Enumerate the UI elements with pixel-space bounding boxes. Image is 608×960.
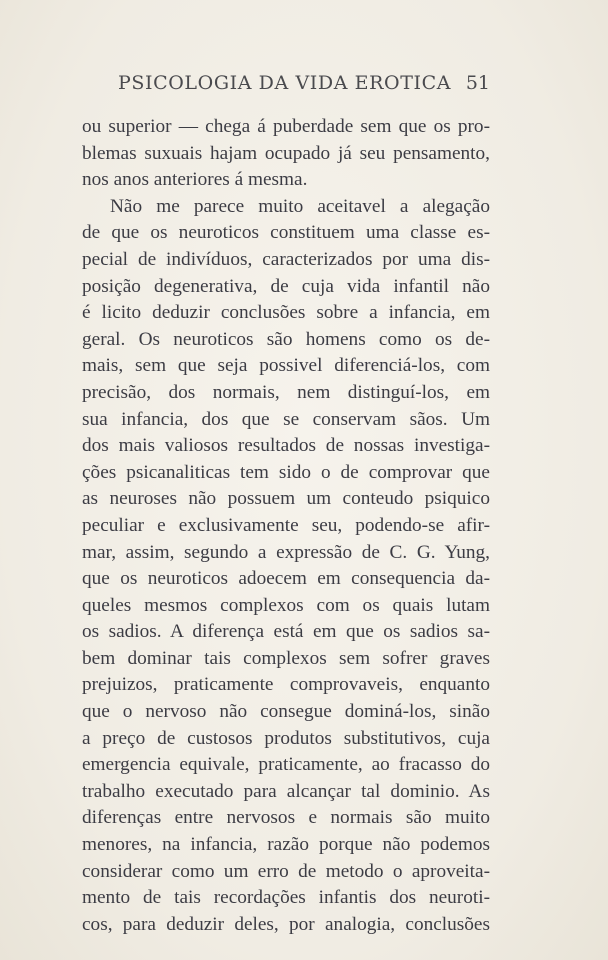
- text-line: cos, para deduzir deles, por analogia, conclusões: [82, 913, 490, 935]
- page-number: 51: [465, 72, 490, 94]
- body-text: [82, 114, 490, 938]
- text-line: diferenças entre nervosos e normais são muito: [82, 807, 490, 829]
- text-line: mento de tais recordações infantis dos neuroti-: [82, 887, 490, 909]
- text-line: posição degenerativa, de cuja vida infantil não: [82, 275, 490, 297]
- text-line: dos mais valiosos resultados de nossas investiga-: [82, 435, 490, 457]
- text-line: mais, sem que seja possivel diferenciá-los, com: [82, 355, 490, 377]
- text-line: é licito deduzir conclusões sobre a infancia, em: [82, 302, 490, 324]
- text-line: geral. Os neuroticos são homens como os de-: [82, 328, 490, 350]
- text-line: considerar como um erro de metodo o aproveita-: [82, 860, 490, 882]
- text-line: blemas suxuais hajam ocupado já seu pensamento,: [82, 142, 490, 164]
- page-header: [118, 72, 490, 100]
- text-line: emergencia equivale, praticamente, ao fracasso do: [82, 754, 490, 776]
- text-line: pecial de indivíduos, caracterizados por uma dis-: [82, 248, 490, 270]
- text-line: as neuroses não possuem um conteudo psiquico: [82, 488, 490, 510]
- text-line: peculiar e exclusivamente seu, podendo-se afir-: [82, 514, 490, 536]
- text-line: ou superior — chega á puberdade sem que os pro-: [82, 116, 490, 137]
- text-line: nos anos anteriores á mesma.: [82, 169, 308, 191]
- text-line: prejuizos, praticamente comprovaveis, enquanto: [82, 674, 490, 696]
- text-line: os sadios. A diferença está em que os sadios sa-: [82, 621, 490, 643]
- text-line: queles mesmos complexos com os quais lutam: [82, 594, 490, 616]
- text-line: que o nervoso não consegue dominá-los, sinão: [82, 701, 490, 723]
- text-line: trabalho executado para alcançar tal dominio. As: [82, 780, 490, 802]
- text-line: mar, assim, segundo a expressão de C. G. Yung,: [82, 541, 490, 563]
- text-line: bem dominar tais complexos sem sofrer graves: [82, 647, 490, 669]
- text-line: Não me parece muito aceitavel a alegação: [110, 195, 490, 217]
- text-line: ções psicanaliticas tem sido o de comprovar que: [82, 461, 490, 483]
- text-line: sua infancia, dos que se conservam sãos. Um: [82, 408, 490, 430]
- text-line: precisão, dos normais, nem distinguí-los, em: [82, 381, 490, 403]
- text-line: de que os neuroticos constituem uma classe es-: [82, 222, 490, 244]
- text-line: menores, na infancia, razão porque não podemos: [82, 834, 490, 856]
- running-head: PSICOLOGIA DA VIDA EROTICA: [118, 72, 452, 94]
- text-line: que os neuroticos adoecem em consequencia da-: [82, 568, 490, 590]
- text-line: a preço de custosos produtos substitutivos, cuja: [82, 727, 490, 749]
